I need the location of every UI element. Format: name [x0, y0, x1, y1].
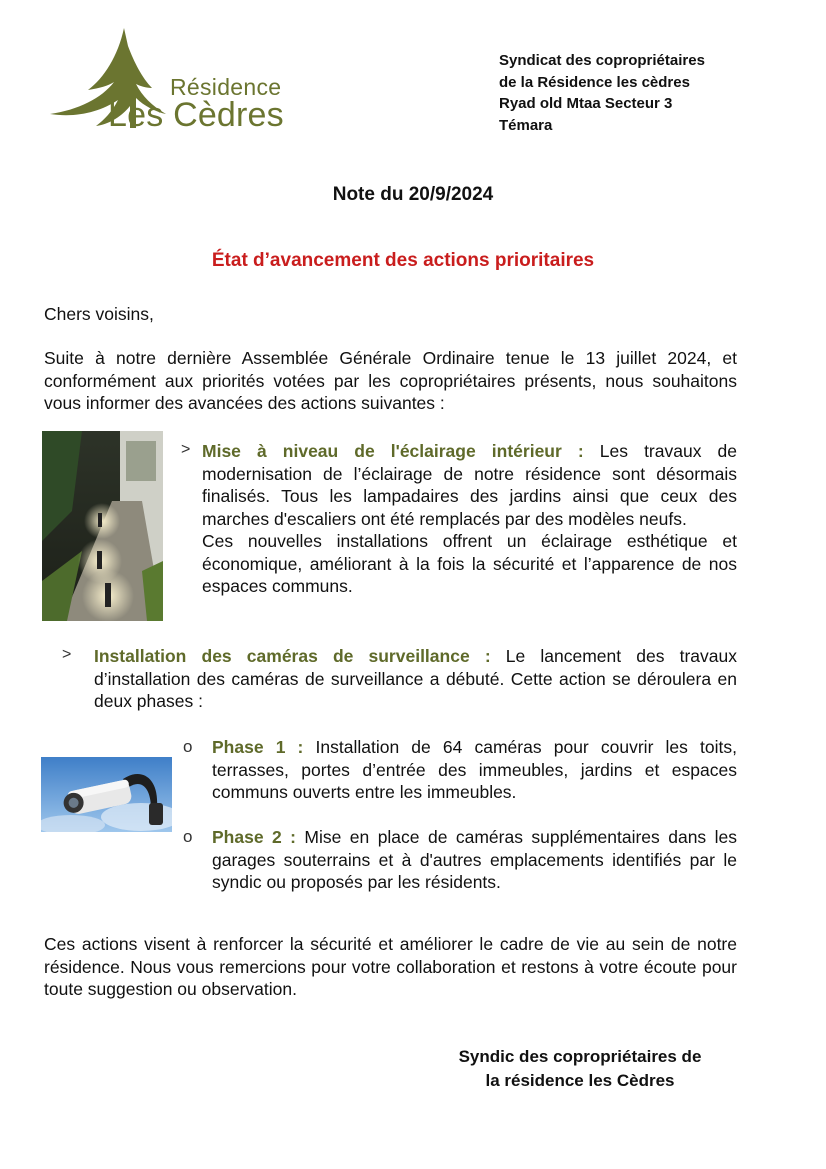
address-line: de la Résidence les cèdres [499, 73, 690, 91]
sub-bullet-marker: o [183, 827, 193, 846]
phase-1 [212, 736, 737, 804]
phase-2-text: Mise en place de caméras supplémentaires dans les garages souterrains et à d'autres emplacements identifiés par le syndic ou proposés par les résidents. [212, 827, 737, 892]
address-line: Syndicat des copropriétaires [499, 52, 705, 69]
sub-bullet-marker: o [183, 737, 193, 756]
signature-line: la résidence les Cèdres [485, 1071, 675, 1090]
document-headline: État d’avancement des actions prioritaires [211, 250, 595, 271]
signature-block [420, 1045, 740, 1093]
bullet-marker: > [181, 441, 191, 458]
bullet-marker: > [62, 646, 72, 663]
item-cameras-text: Le lancement des travaux d’installation des caméras de surveillance a débuté. Cette action se déroulera en deux phases : [94, 646, 737, 711]
signature-line: Syndic des copropriétaires de [458, 1047, 702, 1066]
intro-paragraph: Suite à notre dernière Assemblée Générale Ordinaire tenue le 13 juillet 2024, et conformément aux priorités votées par les copropriétaires présents, nous souhaitons vous informer des avancées des actions suivantes : [44, 348, 737, 413]
garden-lights-photo [42, 431, 163, 621]
item-cameras [94, 645, 737, 713]
sender-address [499, 50, 799, 136]
note-title: Note du 20/9/2024 [332, 184, 494, 205]
security-camera-photo [41, 757, 172, 832]
phase-2-title: Phase 2 : [212, 827, 296, 847]
phase-1-text: Installation de 64 caméras pour couvrir les toits, terrasses, portes d’entrée des immeubles, jardins et espaces communs ouverts entre les immeubles. [212, 737, 737, 802]
residence-logo [48, 26, 298, 134]
address-line: Témara [499, 116, 553, 134]
greeting: Chers voisins, [44, 304, 154, 324]
phase-2 [212, 826, 737, 894]
closing-paragraph: Ces actions visent à renforcer la sécurité et améliorer le cadre de vie au sein de notre résidence. Nous vous remercions pour votre collaboration et restons à votre écoute pour toute suggestion ou observation. [44, 934, 737, 999]
logo-text-les-cedres: Les Cèdres [108, 96, 284, 134]
item-lighting-text-2: Ces nouvelles installations offrent un éclairage esthétique et économique, améliorant à la fois la sécurité et l’apparence de nos espaces communs. [202, 531, 737, 596]
item-lighting-title: Mise à niveau de l'éclairage intérieur : [202, 441, 584, 461]
logo-text-residence: Résidence [170, 74, 282, 100]
address-line: Ryad old Mtaa Secteur 3 [499, 95, 673, 112]
item-cameras-title: Installation des caméras de surveillance : [94, 646, 491, 666]
item-lighting-text: Les travaux de modernisation de l’éclairage de notre résidence sont désormais finalisés. Tous les lampadaires des jardins ainsi que ceux des marches d'escaliers ont été remplacés par des modèles neufs. [202, 441, 737, 529]
phase-1-title: Phase 1 : [212, 737, 304, 757]
item-lighting [202, 440, 737, 598]
